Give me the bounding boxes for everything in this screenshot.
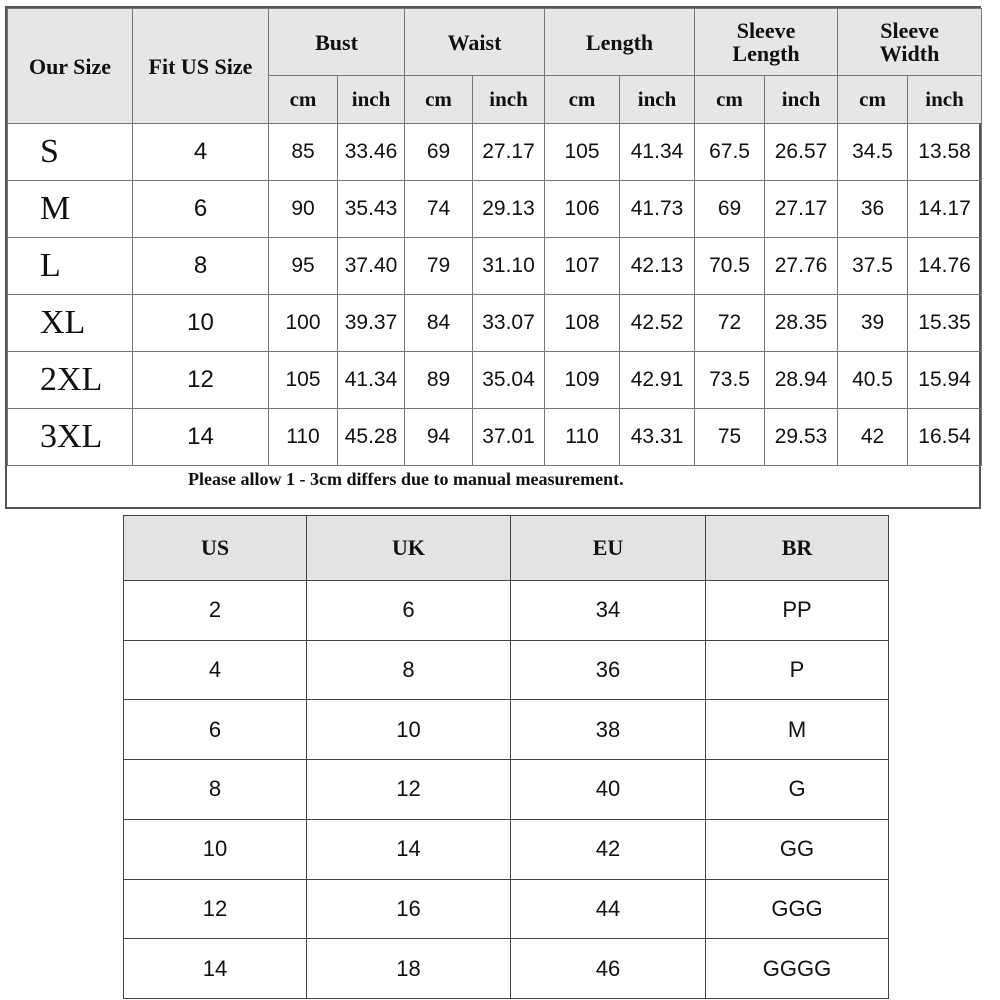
conversion-row [124, 581, 889, 641]
measurement-cell: 28.94 [765, 352, 838, 409]
unit-header: cm [545, 76, 620, 124]
measurement-cell: 45.28 [338, 409, 405, 466]
our-size-cell: XL [8, 295, 133, 352]
measurement-cell: 67.5 [695, 124, 765, 181]
conversion-cell: 6 [124, 700, 307, 760]
conversion-cell: 46 [511, 939, 706, 999]
unit-header: cm [838, 76, 908, 124]
measurement-cell: 35.04 [473, 352, 545, 409]
measurement-cell: 37.40 [338, 238, 405, 295]
conversion-cell: 2 [124, 581, 307, 641]
header-sleeve-width: Sleeve Width [838, 9, 982, 76]
fit-us-size-cell: 4 [133, 124, 269, 181]
measurement-cell: 36 [838, 181, 908, 238]
fit-us-size-cell: 8 [133, 238, 269, 295]
measurement-cell: 70.5 [695, 238, 765, 295]
conversion-cell: 6 [307, 581, 511, 641]
measurement-cell: 89 [405, 352, 473, 409]
measurement-cell: 13.58 [908, 124, 982, 181]
measurement-cell: 27.17 [473, 124, 545, 181]
measurement-cell: 37.5 [838, 238, 908, 295]
conversion-cell: 10 [124, 819, 307, 879]
measurement-cell: 42.91 [620, 352, 695, 409]
measurement-cell: 94 [405, 409, 473, 466]
conversion-header-eu: EU [511, 516, 706, 581]
our-size-cell: S [8, 124, 133, 181]
fit-us-size-cell: 14 [133, 409, 269, 466]
unit-header: inch [908, 76, 982, 124]
measurement-cell: 27.17 [765, 181, 838, 238]
measurement-cell: 39.37 [338, 295, 405, 352]
conversion-row [124, 640, 889, 700]
header-bust: Bust [269, 9, 405, 76]
conversion-cell: 12 [124, 879, 307, 939]
measurement-cell: 69 [405, 124, 473, 181]
header-sleeve-length: Sleeve Length [695, 9, 838, 76]
conversion-row [124, 939, 889, 999]
conversion-row [124, 760, 889, 820]
measurement-cell: 33.07 [473, 295, 545, 352]
measurement-cell: 109 [545, 352, 620, 409]
unit-header: inch [338, 76, 405, 124]
measurement-cell: 106 [545, 181, 620, 238]
measurement-cell: 105 [269, 352, 338, 409]
unit-header: inch [473, 76, 545, 124]
size-chart-table [7, 8, 982, 466]
conversion-row [124, 700, 889, 760]
size-conversion-table [123, 515, 889, 999]
conversion-cell: M [706, 700, 889, 760]
our-size-cell: L [8, 238, 133, 295]
measurement-cell: 34.5 [838, 124, 908, 181]
measurement-cell: 41.34 [620, 124, 695, 181]
measurement-cell: 33.46 [338, 124, 405, 181]
header-fit-us-size: Fit US Size [133, 9, 269, 124]
unit-header: inch [765, 76, 838, 124]
fit-us-size-cell: 12 [133, 352, 269, 409]
conversion-cell: GGGG [706, 939, 889, 999]
size-row [8, 295, 982, 352]
conversion-cell: GGG [706, 879, 889, 939]
unit-header: inch [620, 76, 695, 124]
our-size-cell: 2XL [8, 352, 133, 409]
measurement-cell: 108 [545, 295, 620, 352]
unit-header: cm [405, 76, 473, 124]
conversion-row [124, 819, 889, 879]
conversion-cell: 16 [307, 879, 511, 939]
conversion-cell: 44 [511, 879, 706, 939]
conversion-cell: 34 [511, 581, 706, 641]
conversion-cell: 8 [307, 640, 511, 700]
measurement-cell: 15.94 [908, 352, 982, 409]
measurement-cell: 110 [545, 409, 620, 466]
measurement-cell: 110 [269, 409, 338, 466]
unit-header: cm [269, 76, 338, 124]
measurement-cell: 105 [545, 124, 620, 181]
fit-us-size-cell: 10 [133, 295, 269, 352]
conversion-header-br: BR [706, 516, 889, 581]
measurement-cell: 85 [269, 124, 338, 181]
measurement-cell: 37.01 [473, 409, 545, 466]
unit-header: cm [695, 76, 765, 124]
conversion-cell: 4 [124, 640, 307, 700]
conversion-cell: P [706, 640, 889, 700]
our-size-cell: M [8, 181, 133, 238]
measurement-cell: 84 [405, 295, 473, 352]
size-row [8, 352, 982, 409]
size-row [8, 181, 982, 238]
fit-us-size-cell: 6 [133, 181, 269, 238]
measurement-cell: 31.10 [473, 238, 545, 295]
conversion-cell: 38 [511, 700, 706, 760]
conversion-header-uk: UK [307, 516, 511, 581]
measurement-cell: 29.53 [765, 409, 838, 466]
measurement-cell: 75 [695, 409, 765, 466]
measurement-cell: 43.31 [620, 409, 695, 466]
measurement-cell: 27.76 [765, 238, 838, 295]
conversion-cell: PP [706, 581, 889, 641]
size-row [8, 409, 982, 466]
measurement-cell: 73.5 [695, 352, 765, 409]
measurement-cell: 15.35 [908, 295, 982, 352]
header-our-size: Our Size [8, 9, 133, 124]
measurement-cell: 35.43 [338, 181, 405, 238]
our-size-cell: 3XL [8, 409, 133, 466]
measurement-cell: 41.73 [620, 181, 695, 238]
conversion-cell: 10 [307, 700, 511, 760]
measurement-cell: 74 [405, 181, 473, 238]
conversion-row [124, 879, 889, 939]
measurement-cell: 42.13 [620, 238, 695, 295]
conversion-cell: 18 [307, 939, 511, 999]
size-row [8, 238, 982, 295]
measurement-cell: 107 [545, 238, 620, 295]
measurement-cell: 14.17 [908, 181, 982, 238]
size-conversion-chart [123, 515, 888, 999]
measurement-cell: 42 [838, 409, 908, 466]
measurement-cell: 29.13 [473, 181, 545, 238]
measurement-cell: 69 [695, 181, 765, 238]
header-length: Length [545, 9, 695, 76]
size-chart [5, 6, 981, 509]
measurement-note: Please allow 1 - 3cm differs due to manual measurement. [188, 469, 624, 489]
measurement-cell: 95 [269, 238, 338, 295]
conversion-cell: 12 [307, 760, 511, 820]
measurement-cell: 28.35 [765, 295, 838, 352]
measurement-cell: 100 [269, 295, 338, 352]
conversion-cell: 40 [511, 760, 706, 820]
conversion-cell: 8 [124, 760, 307, 820]
measurement-cell: 90 [269, 181, 338, 238]
measurement-cell: 16.54 [908, 409, 982, 466]
conversion-cell: 36 [511, 640, 706, 700]
measurement-cell: 41.34 [338, 352, 405, 409]
conversion-header-us: US [124, 516, 307, 581]
conversion-cell: 14 [124, 939, 307, 999]
conversion-cell: GG [706, 819, 889, 879]
measurement-cell: 40.5 [838, 352, 908, 409]
conversion-cell: 42 [511, 819, 706, 879]
measurement-cell: 42.52 [620, 295, 695, 352]
header-waist: Waist [405, 9, 545, 76]
measurement-cell: 26.57 [765, 124, 838, 181]
size-row [8, 124, 982, 181]
conversion-cell: G [706, 760, 889, 820]
measurement-cell: 14.76 [908, 238, 982, 295]
measurement-cell: 72 [695, 295, 765, 352]
conversion-cell: 14 [307, 819, 511, 879]
measurement-cell: 79 [405, 238, 473, 295]
measurement-cell: 39 [838, 295, 908, 352]
